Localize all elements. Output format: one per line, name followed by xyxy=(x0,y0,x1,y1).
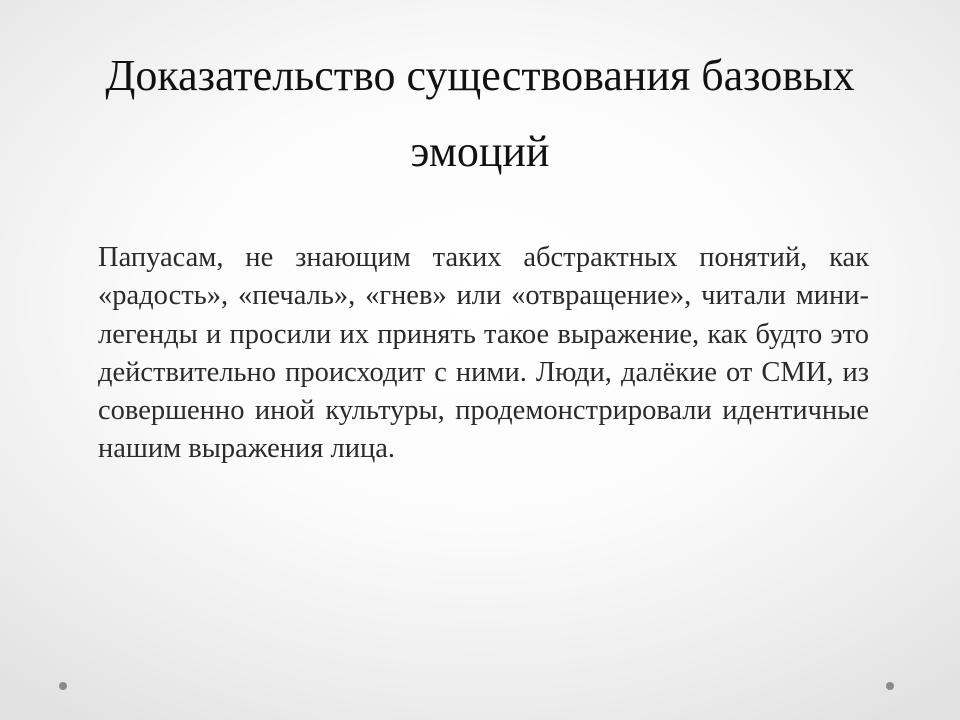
slide-body-text: Папуасам, не знающим таких абстрактных понятий, как «радость», «печаль», «гнев» или «отвращение», читали мини-легенды и просили их принять такое выражение, как будто это действительно происходит с ними. Люди, далёкие от СМИ, из совершенно иной культуры, продемонстрировали идентичные нашим выражения лица. xyxy=(98,242,869,465)
bullet-dot-right-icon xyxy=(886,682,894,690)
bullet-dot-left-icon xyxy=(59,682,67,690)
slide-title: Доказательство существования базовых эмоций xyxy=(105,51,855,176)
